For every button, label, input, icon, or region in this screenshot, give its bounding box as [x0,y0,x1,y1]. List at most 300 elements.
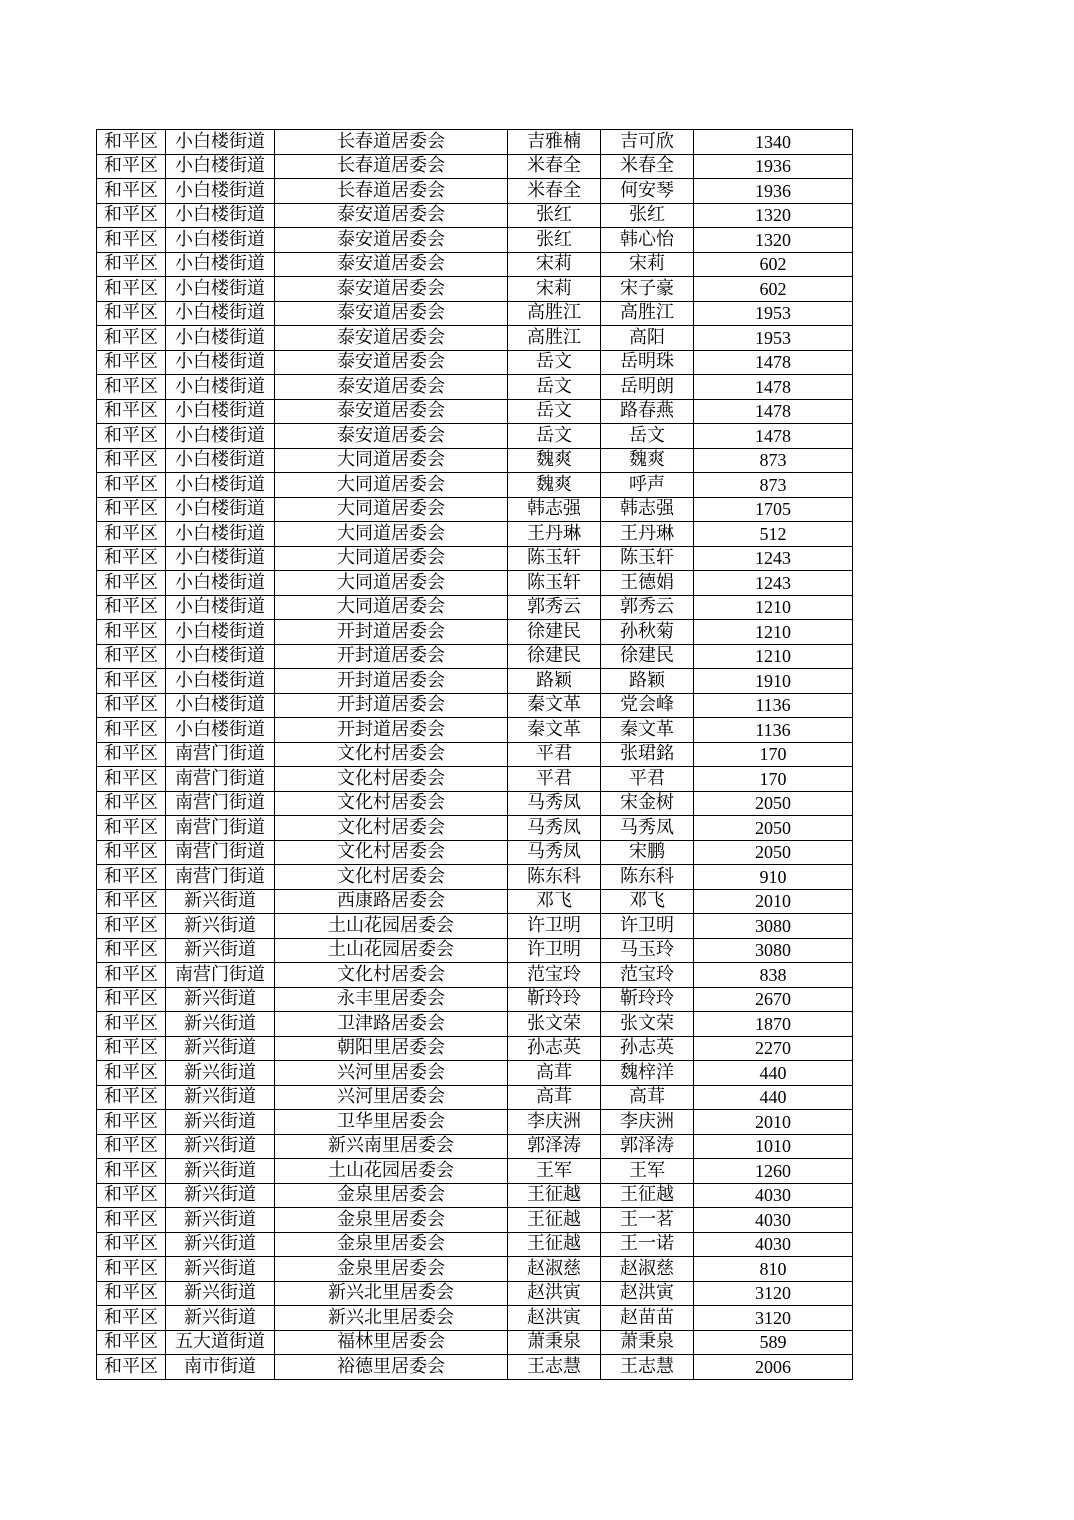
subdistrict-cell: 南营门街道 [166,840,275,865]
subdistrict-cell: 小白楼街道 [166,718,275,743]
amount-cell: 1243 [694,546,853,571]
table-row [97,277,853,302]
table-row [97,1110,853,1135]
member-cell: 魏爽 [601,448,694,473]
applicant-cell: 王志慧 [508,1355,601,1380]
district-cell: 和平区 [97,1281,166,1306]
committee-cell: 泰安道居委会 [275,228,508,253]
amount-cell: 1953 [694,301,853,326]
amount-cell: 2670 [694,987,853,1012]
amount-cell: 1010 [694,1134,853,1159]
table-row [97,1306,853,1331]
committee-cell: 大同道居委会 [275,546,508,571]
table-row [97,301,853,326]
table-row [97,1281,853,1306]
applicant-cell: 路颖 [508,669,601,694]
table-row [97,228,853,253]
amount-cell: 602 [694,252,853,277]
member-cell: 王志慧 [601,1355,694,1380]
subdistrict-cell: 小白楼街道 [166,130,275,155]
member-cell: 韩志强 [601,497,694,522]
subdistrict-cell: 新兴街道 [166,889,275,914]
applicant-cell: 靳玲玲 [508,987,601,1012]
amount-cell: 1953 [694,326,853,351]
member-cell: 吉可欣 [601,130,694,155]
member-cell: 呼声 [601,473,694,498]
district-cell: 和平区 [97,1085,166,1110]
table-row [97,1061,853,1086]
amount-cell: 440 [694,1085,853,1110]
subdistrict-cell: 小白楼街道 [166,693,275,718]
amount-cell: 1936 [694,154,853,179]
amount-cell: 2270 [694,1036,853,1061]
amount-cell: 589 [694,1330,853,1355]
applicant-cell: 张红 [508,203,601,228]
table-row [97,644,853,669]
district-cell: 和平区 [97,1159,166,1184]
amount-cell: 3120 [694,1306,853,1331]
committee-cell: 卫津路居委会 [275,1012,508,1037]
applicant-cell: 范宝玲 [508,963,601,988]
amount-cell: 1478 [694,350,853,375]
applicant-cell: 陈玉轩 [508,546,601,571]
committee-cell: 大同道居委会 [275,522,508,547]
table-row [97,693,853,718]
district-cell: 和平区 [97,473,166,498]
table-row [97,522,853,547]
amount-cell: 910 [694,865,853,890]
table-row [97,326,853,351]
table-row [97,1183,853,1208]
committee-cell: 开封道居委会 [275,644,508,669]
committee-cell: 大同道居委会 [275,571,508,596]
table-row [97,1134,853,1159]
district-cell: 和平区 [97,595,166,620]
table-row [97,203,853,228]
amount-cell: 1705 [694,497,853,522]
district-cell: 和平区 [97,179,166,204]
member-cell: 岳明珠 [601,350,694,375]
amount-cell: 602 [694,277,853,302]
committee-cell: 长春道居委会 [275,179,508,204]
amount-cell: 1340 [694,130,853,155]
member-cell: 魏梓洋 [601,1061,694,1086]
amount-cell: 2010 [694,1110,853,1135]
committee-cell: 金泉里居委会 [275,1183,508,1208]
district-cell: 和平区 [97,669,166,694]
district-cell: 和平区 [97,130,166,155]
table-row [97,399,853,424]
member-cell: 马玉玲 [601,938,694,963]
applicant-cell: 王征越 [508,1232,601,1257]
committee-cell: 泰安道居委会 [275,277,508,302]
district-cell: 和平区 [97,277,166,302]
member-cell: 王一诺 [601,1232,694,1257]
amount-cell: 873 [694,473,853,498]
committee-cell: 新兴南里居委会 [275,1134,508,1159]
subdistrict-cell: 新兴街道 [166,1183,275,1208]
member-cell: 平君 [601,767,694,792]
amount-cell: 1320 [694,228,853,253]
committee-cell: 西康路居委会 [275,889,508,914]
committee-cell: 开封道居委会 [275,718,508,743]
district-cell: 和平区 [97,228,166,253]
applicant-cell: 邓飞 [508,889,601,914]
district-cell: 和平区 [97,497,166,522]
member-cell: 王征越 [601,1183,694,1208]
member-cell: 王军 [601,1159,694,1184]
subdistrict-cell: 小白楼街道 [166,375,275,400]
committee-cell: 福林里居委会 [275,1330,508,1355]
committee-cell: 兴河里居委会 [275,1085,508,1110]
table-row [97,865,853,890]
applicant-cell: 马秀凤 [508,840,601,865]
amount-cell: 873 [694,448,853,473]
member-cell: 李庆洲 [601,1110,694,1135]
amount-cell: 4030 [694,1208,853,1233]
applicant-cell: 秦文革 [508,718,601,743]
member-cell: 张文荣 [601,1012,694,1037]
applicant-cell: 赵洪寅 [508,1306,601,1331]
subdistrict-cell: 新兴街道 [166,1232,275,1257]
member-cell: 郭泽涛 [601,1134,694,1159]
subdistrict-cell: 南营门街道 [166,816,275,841]
amount-cell: 1936 [694,179,853,204]
subdistrict-cell: 新兴街道 [166,1061,275,1086]
district-cell: 和平区 [97,987,166,1012]
member-cell: 路春燕 [601,399,694,424]
district-cell: 和平区 [97,889,166,914]
committee-cell: 兴河里居委会 [275,1061,508,1086]
district-cell: 和平区 [97,1061,166,1086]
committee-cell: 裕德里居委会 [275,1355,508,1380]
applicant-cell: 高茸 [508,1085,601,1110]
subdistrict-cell: 小白楼街道 [166,644,275,669]
amount-cell: 4030 [694,1232,853,1257]
subdistrict-cell: 新兴街道 [166,1208,275,1233]
district-cell: 和平区 [97,448,166,473]
member-cell: 靳玲玲 [601,987,694,1012]
committee-cell: 大同道居委会 [275,448,508,473]
district-cell: 和平区 [97,154,166,179]
amount-cell: 2010 [694,889,853,914]
applicant-cell: 许卫明 [508,938,601,963]
amount-cell: 170 [694,767,853,792]
amount-cell: 2050 [694,840,853,865]
applicant-cell: 徐建民 [508,620,601,645]
committee-cell: 开封道居委会 [275,693,508,718]
applicant-cell: 张文荣 [508,1012,601,1037]
district-cell: 和平区 [97,865,166,890]
subdistrict-cell: 南营门街道 [166,963,275,988]
committee-cell: 金泉里居委会 [275,1208,508,1233]
district-cell: 和平区 [97,620,166,645]
subdistrict-cell: 小白楼街道 [166,399,275,424]
committee-cell: 大同道居委会 [275,595,508,620]
district-cell: 和平区 [97,644,166,669]
district-cell: 和平区 [97,1355,166,1380]
applicant-cell: 郭秀云 [508,595,601,620]
subdistrict-cell: 小白楼街道 [166,497,275,522]
member-cell: 张红 [601,203,694,228]
amount-cell: 2050 [694,791,853,816]
table-row [97,1012,853,1037]
member-cell: 党会峰 [601,693,694,718]
table-row [97,1208,853,1233]
committee-cell: 文化村居委会 [275,742,508,767]
district-cell: 和平区 [97,718,166,743]
district-cell: 和平区 [97,1036,166,1061]
table-row [97,154,853,179]
subdistrict-cell: 南营门街道 [166,767,275,792]
committee-cell: 土山花园居委会 [275,914,508,939]
subdistrict-cell: 小白楼街道 [166,669,275,694]
applicant-cell: 吉雅楠 [508,130,601,155]
district-cell: 和平区 [97,963,166,988]
table-row [97,718,853,743]
table-row [97,840,853,865]
subdistrict-cell: 新兴街道 [166,1085,275,1110]
amount-cell: 1910 [694,669,853,694]
committee-cell: 泰安道居委会 [275,326,508,351]
amount-cell: 1136 [694,718,853,743]
member-cell: 宋子豪 [601,277,694,302]
subdistrict-cell: 小白楼街道 [166,473,275,498]
applicant-cell: 韩志强 [508,497,601,522]
subdistrict-cell: 五大道街道 [166,1330,275,1355]
table-row [97,1330,853,1355]
committee-cell: 土山花园居委会 [275,1159,508,1184]
table-row [97,1036,853,1061]
district-cell: 和平区 [97,1257,166,1282]
member-cell: 孙志英 [601,1036,694,1061]
subdistrict-cell: 小白楼街道 [166,326,275,351]
applicant-cell: 赵淑慈 [508,1257,601,1282]
table-row [97,1085,853,1110]
member-cell: 王一茗 [601,1208,694,1233]
amount-cell: 1210 [694,620,853,645]
member-cell: 岳明朗 [601,375,694,400]
district-cell: 和平区 [97,350,166,375]
table-row [97,816,853,841]
subdistrict-cell: 小白楼街道 [166,203,275,228]
committee-cell: 大同道居委会 [275,473,508,498]
table-row [97,669,853,694]
member-cell: 岳文 [601,424,694,449]
amount-cell: 1478 [694,375,853,400]
subdistrict-cell: 南市街道 [166,1355,275,1380]
applicant-cell: 岳文 [508,424,601,449]
data-table [96,129,853,1380]
member-cell: 韩心怡 [601,228,694,253]
table-row [97,252,853,277]
table-row [97,424,853,449]
district-cell: 和平区 [97,742,166,767]
table-body [97,130,853,1380]
district-cell: 和平区 [97,301,166,326]
table-row [97,473,853,498]
district-cell: 和平区 [97,840,166,865]
district-cell: 和平区 [97,1232,166,1257]
member-cell: 徐建民 [601,644,694,669]
committee-cell: 开封道居委会 [275,669,508,694]
applicant-cell: 马秀凤 [508,791,601,816]
subdistrict-cell: 小白楼街道 [166,301,275,326]
applicant-cell: 徐建民 [508,644,601,669]
table-row [97,375,853,400]
applicant-cell: 岳文 [508,350,601,375]
subdistrict-cell: 小白楼街道 [166,571,275,596]
amount-cell: 1210 [694,644,853,669]
applicant-cell: 高胜江 [508,326,601,351]
district-cell: 和平区 [97,1330,166,1355]
committee-cell: 文化村居委会 [275,791,508,816]
subdistrict-cell: 小白楼街道 [166,448,275,473]
table-row [97,791,853,816]
subdistrict-cell: 南营门街道 [166,791,275,816]
committee-cell: 新兴北里居委会 [275,1281,508,1306]
table-row [97,889,853,914]
subdistrict-cell: 小白楼街道 [166,595,275,620]
member-cell: 高胜江 [601,301,694,326]
subdistrict-cell: 新兴街道 [166,1257,275,1282]
applicant-cell: 魏爽 [508,473,601,498]
table-row [97,1159,853,1184]
member-cell: 邓飞 [601,889,694,914]
applicant-cell: 李庆洲 [508,1110,601,1135]
committee-cell: 泰安道居委会 [275,301,508,326]
amount-cell: 512 [694,522,853,547]
subdistrict-cell: 小白楼街道 [166,620,275,645]
district-cell: 和平区 [97,252,166,277]
subdistrict-cell: 小白楼街道 [166,179,275,204]
amount-cell: 1478 [694,399,853,424]
amount-cell: 1243 [694,571,853,596]
committee-cell: 长春道居委会 [275,154,508,179]
member-cell: 赵苗苗 [601,1306,694,1331]
applicant-cell: 张红 [508,228,601,253]
subdistrict-cell: 新兴街道 [166,1306,275,1331]
member-cell: 萧秉泉 [601,1330,694,1355]
table-row [97,1257,853,1282]
committee-cell: 土山花园居委会 [275,938,508,963]
applicant-cell: 陈东科 [508,865,601,890]
applicant-cell: 许卫明 [508,914,601,939]
amount-cell: 2050 [694,816,853,841]
district-cell: 和平区 [97,1183,166,1208]
subdistrict-cell: 新兴街道 [166,987,275,1012]
subdistrict-cell: 新兴街道 [166,1134,275,1159]
table-row [97,497,853,522]
district-cell: 和平区 [97,693,166,718]
district-cell: 和平区 [97,522,166,547]
table-row [97,1232,853,1257]
amount-cell: 3080 [694,914,853,939]
applicant-cell: 萧秉泉 [508,1330,601,1355]
table-row [97,1355,853,1380]
table-row [97,620,853,645]
member-cell: 路颖 [601,669,694,694]
member-cell: 赵洪寅 [601,1281,694,1306]
table-row [97,179,853,204]
subdistrict-cell: 新兴街道 [166,1036,275,1061]
district-cell: 和平区 [97,399,166,424]
applicant-cell: 平君 [508,742,601,767]
subdistrict-cell: 小白楼街道 [166,546,275,571]
amount-cell: 440 [694,1061,853,1086]
subdistrict-cell: 小白楼街道 [166,252,275,277]
committee-cell: 永丰里居委会 [275,987,508,1012]
member-cell: 范宝玲 [601,963,694,988]
table-row [97,448,853,473]
table-row [97,767,853,792]
amount-cell: 1136 [694,693,853,718]
applicant-cell: 高茸 [508,1061,601,1086]
table-row [97,595,853,620]
committee-cell: 新兴北里居委会 [275,1306,508,1331]
applicant-cell: 高胜江 [508,301,601,326]
committee-cell: 文化村居委会 [275,816,508,841]
committee-cell: 泰安道居委会 [275,350,508,375]
subdistrict-cell: 小白楼街道 [166,154,275,179]
applicant-cell: 王征越 [508,1208,601,1233]
member-cell: 陈玉轩 [601,546,694,571]
applicant-cell: 米春全 [508,154,601,179]
committee-cell: 金泉里居委会 [275,1232,508,1257]
district-cell: 和平区 [97,1012,166,1037]
member-cell: 宋鹏 [601,840,694,865]
applicant-cell: 王军 [508,1159,601,1184]
subdistrict-cell: 新兴街道 [166,1012,275,1037]
amount-cell: 838 [694,963,853,988]
amount-cell: 810 [694,1257,853,1282]
table-row [97,742,853,767]
member-cell: 赵淑慈 [601,1257,694,1282]
amount-cell: 2006 [694,1355,853,1380]
member-cell: 陈东科 [601,865,694,890]
member-cell: 孙秋菊 [601,620,694,645]
member-cell: 米春全 [601,154,694,179]
table-row [97,914,853,939]
member-cell: 何安琴 [601,179,694,204]
member-cell: 许卫明 [601,914,694,939]
district-cell: 和平区 [97,424,166,449]
district-cell: 和平区 [97,816,166,841]
member-cell: 马秀凤 [601,816,694,841]
member-cell: 张珺銘 [601,742,694,767]
committee-cell: 大同道居委会 [275,497,508,522]
subdistrict-cell: 小白楼街道 [166,228,275,253]
district-cell: 和平区 [97,1208,166,1233]
applicant-cell: 郭泽涛 [508,1134,601,1159]
table-row [97,546,853,571]
district-cell: 和平区 [97,914,166,939]
amount-cell: 1478 [694,424,853,449]
district-cell: 和平区 [97,1134,166,1159]
amount-cell: 3080 [694,938,853,963]
committee-cell: 开封道居委会 [275,620,508,645]
applicant-cell: 赵洪寅 [508,1281,601,1306]
table-row [97,130,853,155]
subdistrict-cell: 新兴街道 [166,1281,275,1306]
committee-cell: 长春道居委会 [275,130,508,155]
amount-cell: 170 [694,742,853,767]
district-cell: 和平区 [97,375,166,400]
subdistrict-cell: 小白楼街道 [166,350,275,375]
applicant-cell: 岳文 [508,399,601,424]
committee-cell: 泰安道居委会 [275,424,508,449]
committee-cell: 泰安道居委会 [275,375,508,400]
